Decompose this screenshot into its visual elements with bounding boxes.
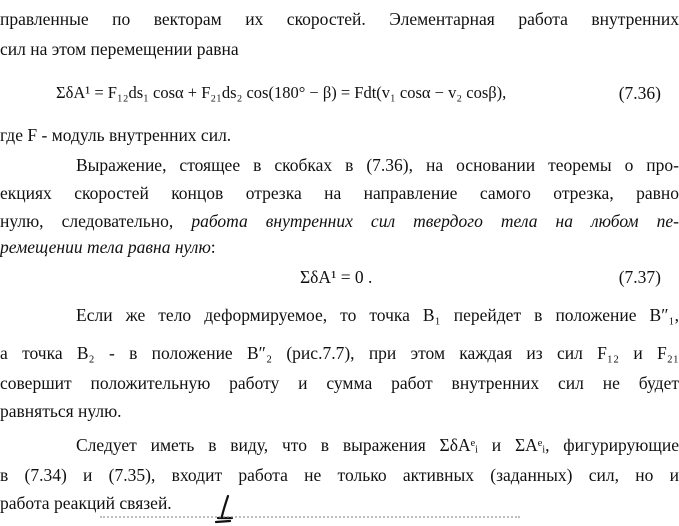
text-line-1: правленные по векторам их скоростей. Элементарная работа внутренних [0, 9, 679, 29]
text-line-8: Если же тело деформируемое, то точка B₁ перейдет в положение B″₁, [76, 305, 679, 325]
text-line-12: Следует иметь в виду, что в выражения ΣδAᵉᵢ и ΣAᵉᵢ, фигурирующие [76, 435, 679, 455]
text-line-9: а точка B₂ - в положение B″₂ (рис.7.7), при этом каждая из сил F₁₂ и F₂₁ [0, 343, 679, 363]
text-line-7 [0, 234, 679, 260]
text-line-4: Выражение, стоящее в скобках в (7.36), на основании теоремы о про- [76, 155, 679, 175]
text-line-7-italic: ремещении тела равна нулю [0, 237, 211, 257]
equation-7-37 [0, 264, 679, 290]
text-line-5: екциях скоростей концов отрезка на направление самого отрезка, равно [0, 183, 679, 203]
text-line-6-normal: нулю, следовательно, [0, 211, 174, 231]
text-line-3: где F - модуль внутренних сил. [0, 125, 232, 145]
text-line-2: сил на этом перемещении равна [0, 39, 239, 59]
equation-7-36-body: ΣδA¹ = F₁₂ds₁ cosα + F₂₁ds₂ cos(180° − β) = Fdt(v₁ cosα − v₂ cosβ), [56, 83, 507, 102]
text-line-11: равняться нулю. [0, 401, 122, 421]
text-line-14: работа реакций связей. [0, 493, 172, 513]
equation-7-37-body: ΣδA¹ = 0 . [300, 267, 373, 287]
equation-7-36-number: (7.36) [618, 83, 661, 103]
text-line-6 [0, 208, 679, 234]
scan-edge-artifact [100, 516, 520, 526]
text-line-13: в (7.34) и (7.35), входит работа не только активных (заданных) сил, но и [0, 465, 679, 485]
text-line-7-colon: : [210, 237, 216, 257]
text-line-6-italic: работа внутренних сил твердого тела на любом пе- [191, 211, 679, 231]
equation-7-36 [0, 80, 679, 106]
text-line-10: совершит положительную работу и сумма работ внутренних сил не будет [0, 373, 679, 393]
equation-7-37-number: (7.37) [618, 267, 661, 287]
